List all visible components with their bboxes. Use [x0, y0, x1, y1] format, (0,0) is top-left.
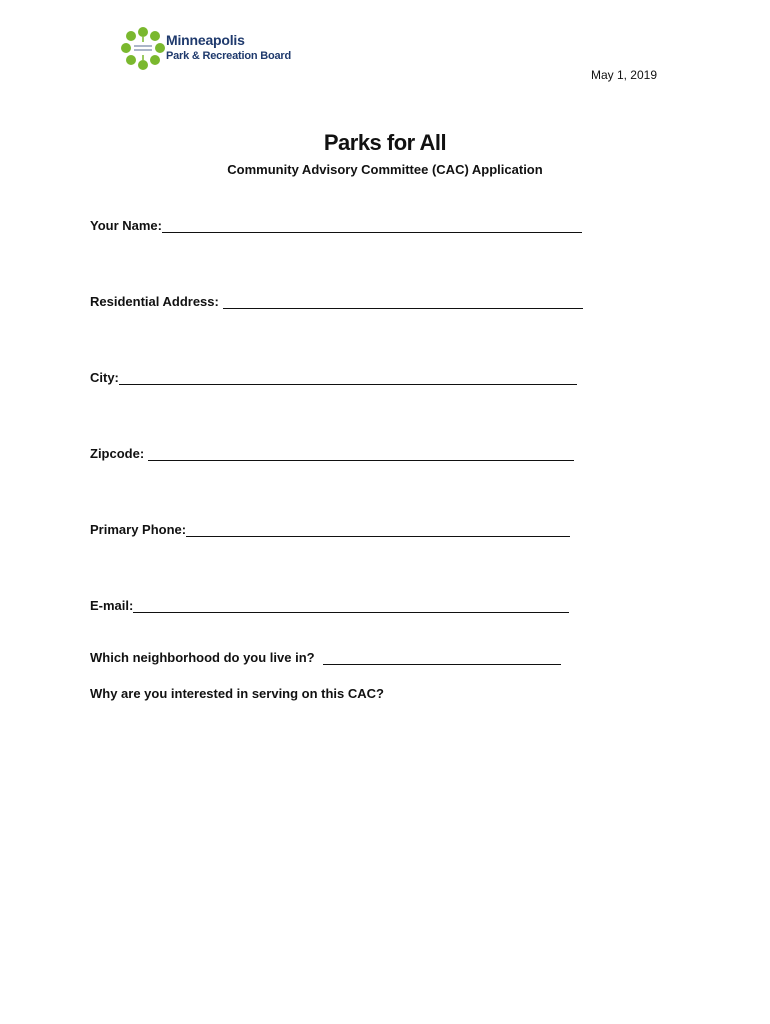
zipcode-label: Zipcode:	[90, 446, 145, 461]
zipcode-field	[90, 446, 574, 461]
phone-blank[interactable]	[186, 522, 570, 537]
address-label: Residential Address:	[90, 294, 219, 309]
city-blank[interactable]	[119, 370, 577, 385]
address-field	[90, 294, 583, 309]
org-name: Minneapolis	[166, 32, 245, 48]
phone-field	[90, 522, 570, 537]
name-field	[90, 218, 582, 233]
document-date: May 1, 2019	[590, 68, 657, 82]
phone-label: Primary Phone:	[90, 522, 187, 537]
mprb-logo	[120, 26, 320, 74]
page-title: Parks for All	[323, 130, 447, 155]
zipcode-blank[interactable]	[148, 446, 574, 461]
org-subtitle: Park & Recreation Board	[166, 50, 291, 62]
interest-question: Why are you interested in serving on this CAC?	[90, 686, 384, 701]
address-blank[interactable]	[223, 294, 583, 309]
name-blank[interactable]	[162, 218, 582, 233]
neighborhood-field	[90, 650, 561, 665]
neighborhood-label: Which neighborhood do you live in?	[90, 650, 315, 665]
tree-cluster-logo-icon	[120, 26, 166, 72]
page-subtitle: Community Advisory Committee (CAC) Application	[227, 162, 543, 177]
neighborhood-blank[interactable]	[323, 650, 561, 665]
name-label: Your Name:	[90, 218, 162, 233]
email-label: E-mail:	[90, 598, 134, 613]
email-field	[90, 598, 569, 613]
email-blank[interactable]	[133, 598, 569, 613]
city-field	[90, 370, 577, 385]
city-label: City:	[90, 370, 119, 385]
